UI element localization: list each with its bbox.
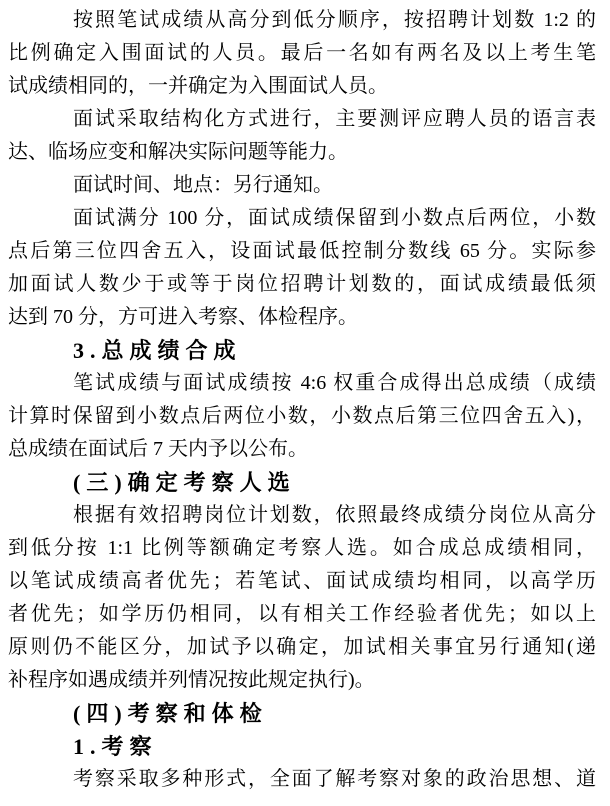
text-line: 试成绩相同的，一并确定为入围面试人员。 [8,75,388,97]
text-line: 者优先；如学历仍相同，以有相关工作经验者优先；如以上 [8,603,596,625]
text-line: 考察采取多种形式，全面了解考察对象的政治思想、道 [73,768,596,790]
text-line: 笔试成绩与面试成绩按 4:6 权重合成得出总成绩（成绩 [73,372,596,394]
text-line: 总成绩在面试后 7 天内予以公布。 [8,438,308,460]
text-line: 点后第三位四舍五入，设面试最低控制分数线 65 分。实际参 [8,240,596,262]
text-line: 到低分按 1:1 比例等额确定考察人选。如合成总成绩相同， [8,537,596,559]
text-line: 达、临场应变和解决实际问题等能力。 [8,141,348,163]
text-line: 面试采取结构化方式进行，主要测评应聘人员的语言表 [73,108,596,130]
section-heading: (三)确定考察人选 [73,470,296,495]
text-line: 按照笔试成绩从高分到低分顺序，按招聘计划数 1:2 的 [73,9,596,31]
text-line: 根据有效招聘岗位计划数，依照最终成绩分岗位从高分 [73,504,596,526]
text-line: 以笔试成绩高者优先；若笔试、面试成绩均相同，以高学历 [8,570,596,592]
text-line: 原则仍不能区分，加试予以确定，加试相关事宜另行通知(递 [8,636,596,658]
text-line: 面试时间、地点：另行通知。 [73,174,333,196]
text-line: 达到 70 分，方可进入考察、体检程序。 [8,306,358,328]
text-line: 计算时保留到小数点后两位小数，小数点后第三位四舍五入)， [8,405,596,427]
text-line: 补程序如遇成绩并列情况按此规定执行)。 [8,669,375,691]
section-heading: 3.总成绩合成 [73,338,242,363]
text-line: 加面试人数少于或等于岗位招聘计划数的，面试成绩最低须 [8,273,596,295]
text-line: 面试满分 100 分，面试成绩保留到小数点后两位，小数 [73,207,596,229]
document-text-block [8,4,603,796]
text-line: 比例确定入围面试的人员。最后一名如有两名及以上考生笔 [8,42,596,64]
section-heading: (四)考察和体检 [73,701,268,726]
section-heading: 1.考察 [73,734,158,759]
